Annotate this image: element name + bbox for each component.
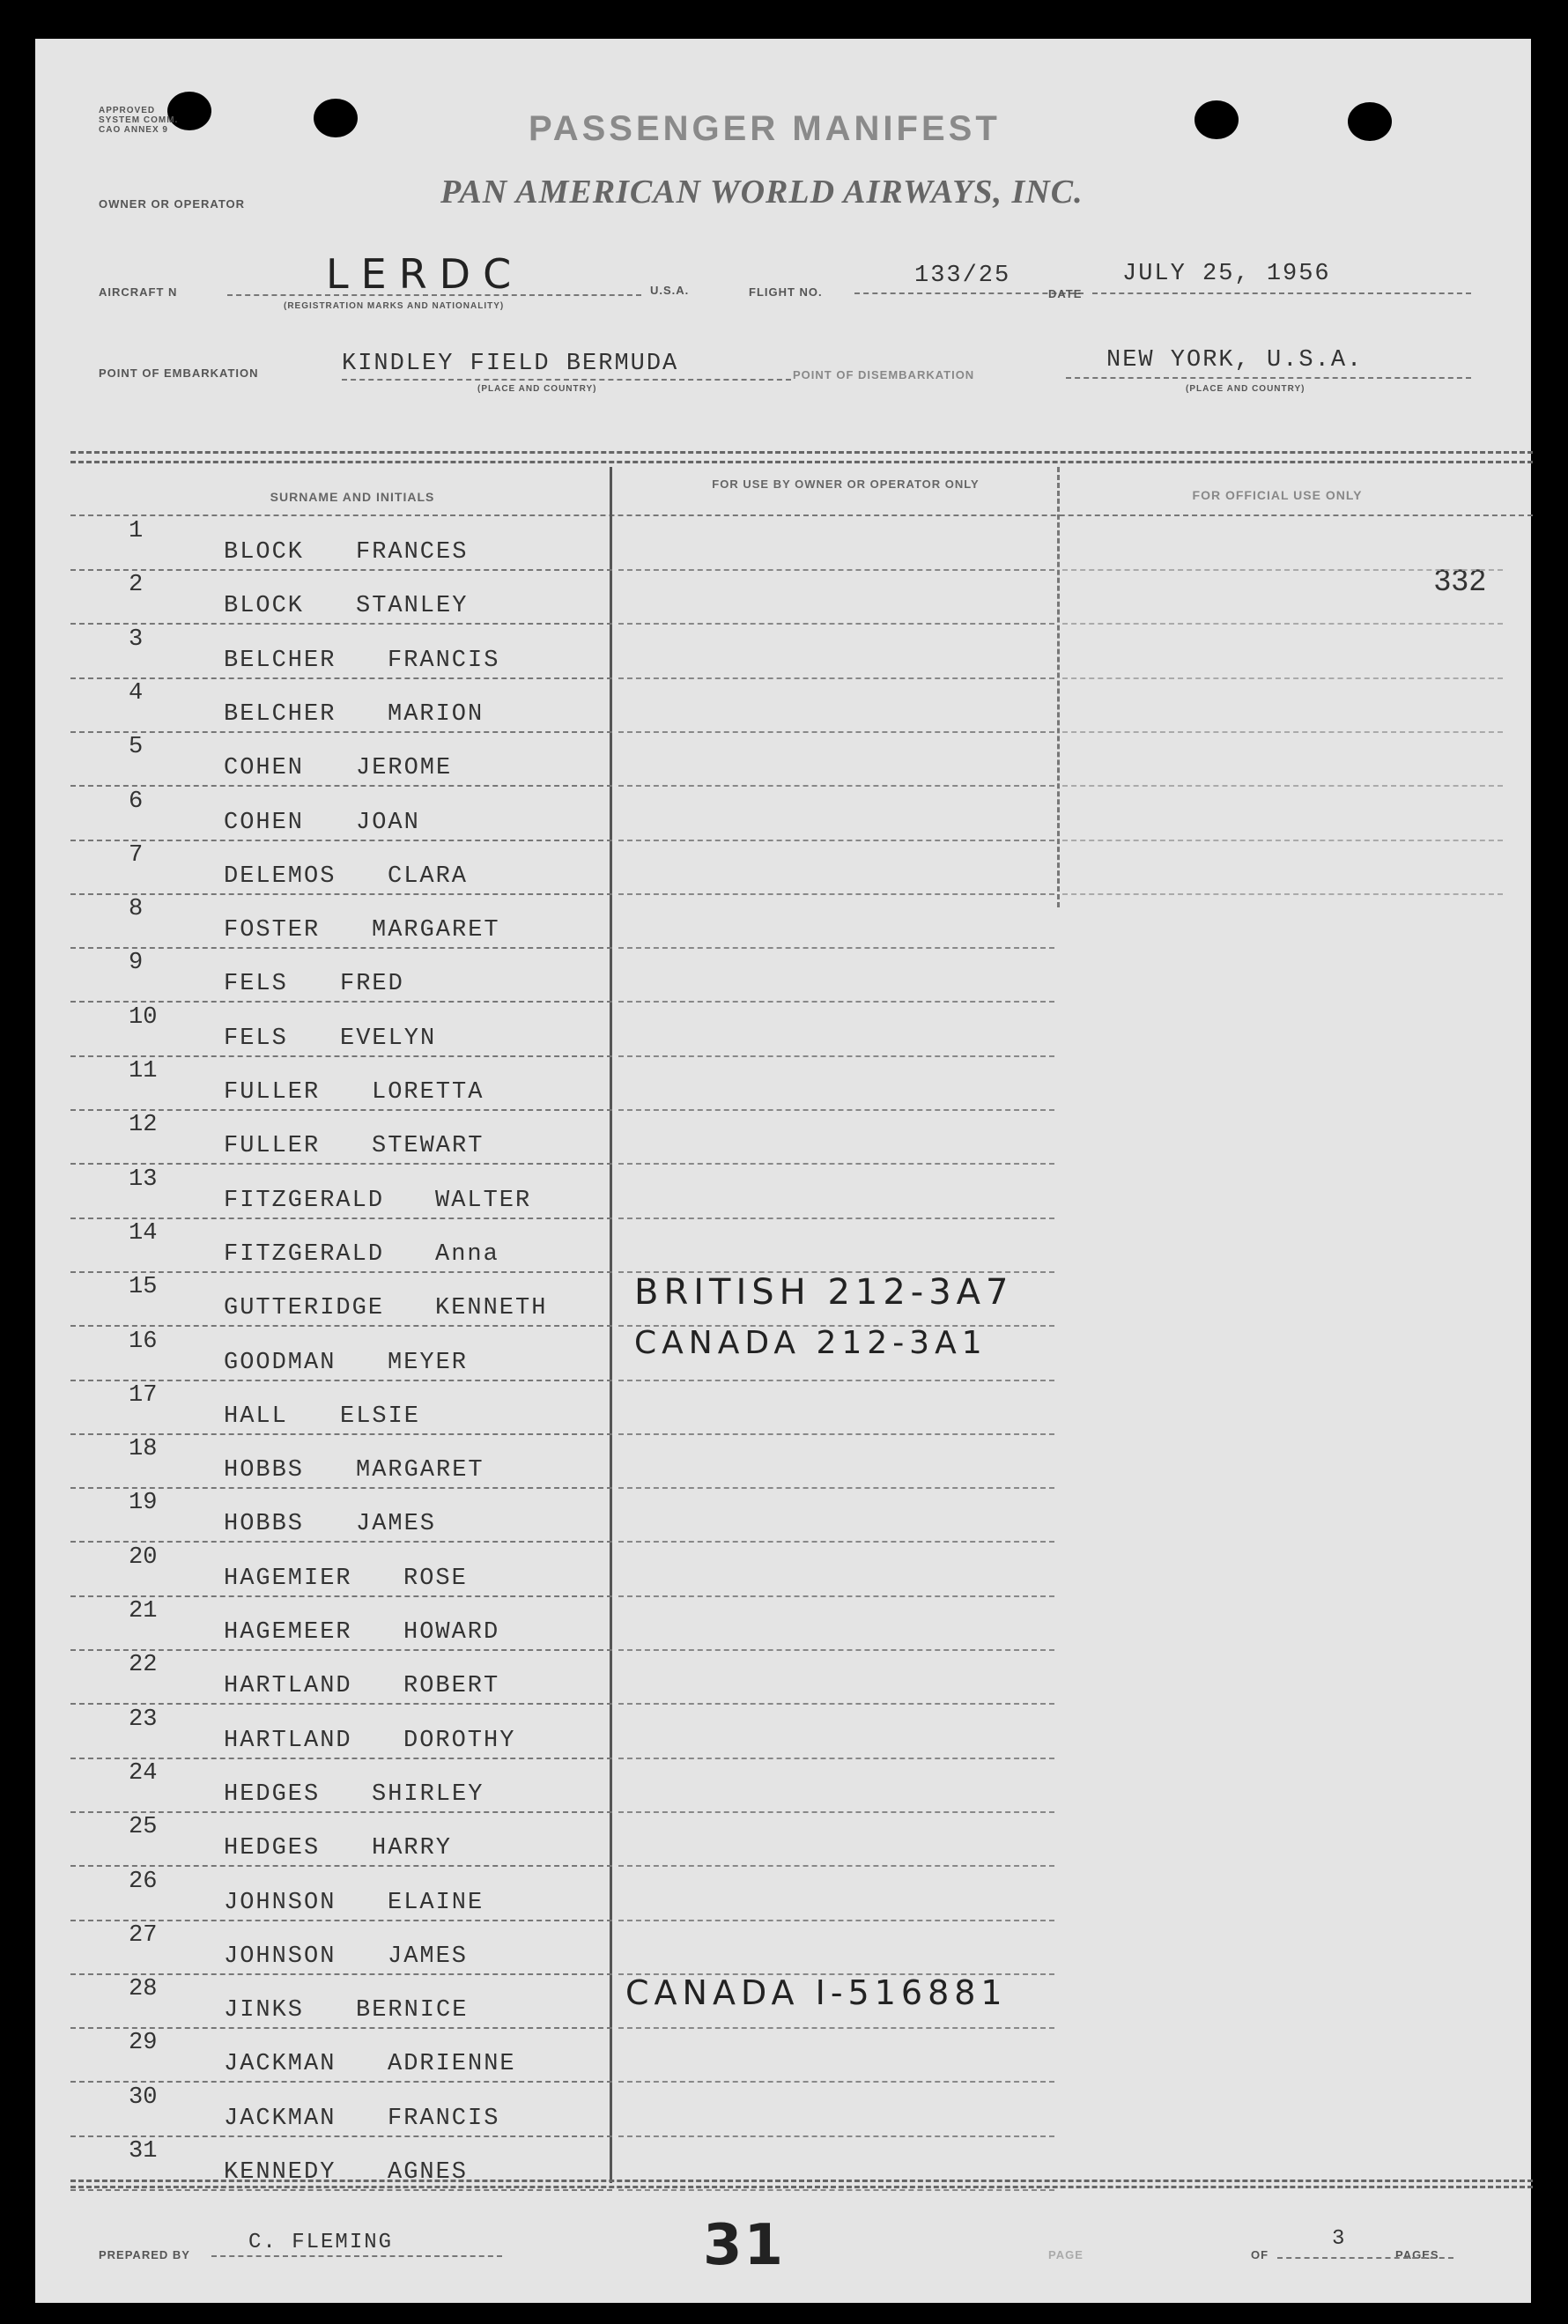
prepared-underline — [211, 2255, 502, 2257]
given-name: SHIRLEY — [372, 1780, 484, 1808]
surname: BELCHER — [224, 700, 337, 728]
row-rule — [70, 623, 612, 625]
passenger-row — [70, 1112, 1075, 1166]
row-rule — [618, 1433, 1054, 1435]
given-name: JOAN — [356, 809, 420, 836]
row-rule — [618, 2027, 1054, 2029]
row-rule — [618, 2135, 1054, 2137]
table-bottom-rule — [70, 2180, 1533, 2188]
given-name: WALTER — [435, 1187, 532, 1214]
row-number: 4 — [129, 679, 144, 707]
row-number: 22 — [129, 1652, 158, 1679]
row-rule — [618, 1055, 1054, 1057]
date-label: DATE — [1048, 287, 1083, 300]
row-rule — [1062, 785, 1503, 787]
surname: JACKMAN — [224, 2051, 337, 2078]
passenger-row — [70, 788, 1075, 842]
surname: HARTLAND — [224, 1673, 352, 1700]
surname: FELS — [224, 1025, 288, 1052]
row-rule — [618, 1218, 1054, 1219]
row-number: 8 — [129, 896, 144, 923]
given-name: FRANCIS — [388, 2105, 500, 2132]
punch-hole — [314, 99, 358, 137]
row-number: 25 — [129, 1814, 158, 1841]
row-number: 24 — [129, 1759, 158, 1787]
row-rule — [1062, 840, 1503, 841]
row-rule — [618, 1163, 1054, 1165]
disembark-underline — [1066, 377, 1471, 379]
owner-label: OWNER OR OPERATOR — [99, 197, 246, 211]
surname: FULLER — [224, 1133, 321, 1160]
given-name: JAMES — [388, 1943, 469, 1970]
given-name: MARGARET — [356, 1457, 484, 1484]
surname: FITZGERALD — [224, 1240, 385, 1268]
surname: FELS — [224, 971, 288, 998]
passenger-row — [70, 1166, 1075, 1220]
row-rule — [70, 1703, 612, 1705]
col-header-names: SURNAME AND INITIALS — [270, 490, 435, 504]
row-rule — [618, 840, 1054, 841]
row-rule — [618, 623, 1054, 625]
passenger-row — [70, 2030, 1075, 2083]
row-rule — [618, 1758, 1054, 1759]
row-number: 20 — [129, 1543, 158, 1571]
given-name: ADRIENNE — [388, 2051, 516, 2078]
date-value: JULY 25, 1956 — [1122, 261, 1331, 287]
given-name: HARRY — [372, 1835, 453, 1862]
punch-hole — [1348, 102, 1392, 141]
given-name: ROBERT — [403, 1673, 500, 1700]
given-name: DOROTHY — [403, 1727, 516, 1754]
passenger-row — [70, 1760, 1075, 1814]
row-number: 11 — [129, 1058, 158, 1084]
row-rule — [618, 1001, 1054, 1003]
given-name: MEYER — [388, 1349, 469, 1376]
given-name: STANLEY — [356, 593, 469, 620]
total-handwritten: 31 — [703, 2213, 786, 2278]
surname: COHEN — [224, 755, 305, 782]
passenger-row — [70, 680, 1075, 734]
manifest-sheet — [35, 39, 1531, 2303]
passenger-row — [70, 734, 1075, 788]
row-rule — [70, 1109, 612, 1111]
passenger-row — [70, 1869, 1075, 1922]
row-rule — [1062, 677, 1503, 679]
header-rule — [70, 514, 1533, 516]
row-rule — [618, 1109, 1054, 1111]
row-rule — [70, 840, 612, 841]
row-rule — [618, 2189, 1054, 2191]
surname: HEDGES — [224, 1835, 321, 1862]
punch-hole — [1194, 100, 1239, 139]
row-rule — [618, 1487, 1054, 1489]
row-number: 10 — [129, 1003, 158, 1031]
given-name: JAMES — [356, 1511, 437, 1538]
row-number: 12 — [129, 1112, 158, 1139]
surname: HOBBS — [224, 1511, 305, 1538]
row-rule — [618, 1920, 1054, 1921]
annotation-row28: CANADA I-516881 — [625, 1973, 1008, 2012]
surname: BLOCK — [224, 539, 305, 566]
row-rule — [70, 893, 612, 895]
row-rule — [70, 1163, 612, 1165]
embark-value: KINDLEY FIELD BERMUDA — [342, 351, 679, 377]
row-rule — [70, 1055, 612, 1057]
embark-underline — [342, 379, 791, 381]
passenger-row — [70, 2084, 1075, 2138]
row-number: 31 — [129, 2138, 158, 2165]
given-name: ELSIE — [340, 1403, 421, 1430]
aircraft-label: AIRCRAFT N — [99, 285, 178, 299]
row-rule — [1062, 623, 1503, 625]
given-name: BERNICE — [356, 1997, 469, 2024]
surname: BELCHER — [224, 647, 337, 674]
usa-label: U.S.A. — [650, 284, 690, 297]
given-name: FRANCIS — [388, 647, 500, 674]
passenger-row — [70, 1436, 1075, 1490]
passenger-row — [70, 1220, 1075, 1274]
row-rule — [70, 2135, 612, 2137]
passenger-row — [70, 1706, 1075, 1760]
surname: FOSTER — [224, 917, 321, 944]
row-rule — [70, 1271, 612, 1273]
row-rule — [618, 1649, 1054, 1651]
passenger-row — [70, 1490, 1075, 1543]
row-number: 9 — [129, 950, 144, 977]
prepared-value: C. FLEMING — [248, 2231, 394, 2254]
surname: HAGEMIER — [224, 1565, 352, 1592]
given-name: CLARA — [388, 862, 469, 890]
row-rule — [618, 569, 1054, 571]
given-name: FRANCES — [356, 539, 469, 566]
page-label: PAGE — [1048, 2248, 1084, 2261]
row-rule — [618, 1541, 1054, 1543]
flight-label: FLIGHT NO. — [749, 285, 823, 299]
surname: GOODMAN — [224, 1349, 337, 1376]
annotation-row16: CANADA 212-3A1 — [634, 1325, 987, 1361]
row-number: 14 — [129, 1219, 158, 1247]
prepared-label: PREPARED BY — [99, 2248, 190, 2261]
row-rule — [618, 1380, 1054, 1381]
row-number: 28 — [129, 1976, 158, 2003]
row-rule — [70, 1541, 612, 1543]
surname: JOHNSON — [224, 1943, 337, 1970]
given-name: STEWART — [372, 1133, 484, 1160]
passenger-row — [70, 1814, 1075, 1868]
row-rule — [70, 1487, 612, 1489]
row-number: 19 — [129, 1490, 158, 1517]
row-rule — [1062, 731, 1503, 733]
page-number: 332 — [1434, 564, 1487, 597]
surname: FITZGERALD — [224, 1187, 385, 1214]
row-number: 26 — [129, 1868, 158, 1895]
surname: JACKMAN — [224, 2105, 337, 2132]
row-rule — [70, 2081, 612, 2083]
row-number: 18 — [129, 1436, 158, 1463]
passenger-row — [70, 1652, 1075, 1706]
row-rule — [70, 1433, 612, 1435]
row-number: 16 — [129, 1328, 158, 1355]
row-number: 21 — [129, 1598, 158, 1625]
given-name: AGNES — [388, 2159, 469, 2186]
row-number: 17 — [129, 1381, 158, 1409]
surname: HALL — [224, 1403, 288, 1430]
row-rule — [70, 947, 612, 949]
row-rule — [70, 785, 612, 787]
row-number: 5 — [129, 734, 144, 761]
surname: HARTLAND — [224, 1727, 352, 1754]
row-rule — [618, 947, 1054, 949]
row-rule — [1062, 893, 1503, 895]
passenger-row — [70, 950, 1075, 1003]
row-number: 27 — [129, 1921, 158, 1949]
table-top-rule — [70, 451, 1533, 463]
given-name: FRED — [340, 971, 404, 998]
row-number: 15 — [129, 1274, 158, 1301]
row-number: 2 — [129, 572, 144, 599]
row-rule — [618, 677, 1054, 679]
row-number: 1 — [129, 518, 144, 544]
row-rule — [70, 1865, 612, 1867]
annotation-row15: BRITISH 212-3A7 — [634, 1272, 1014, 1313]
passenger-row — [70, 572, 1075, 625]
row-rule — [70, 731, 612, 733]
row-rule — [70, 1380, 612, 1381]
row-rule — [70, 2189, 612, 2191]
given-name: LORETTA — [372, 1079, 484, 1106]
form-title: PASSENGER MANIFEST — [529, 109, 1001, 148]
passenger-row — [70, 896, 1075, 950]
col-header-owner: FOR USE BY OWNER OR OPERATOR ONLY — [712, 477, 980, 491]
surname: JINKS — [224, 1997, 305, 2024]
pages-label: PAGES — [1395, 2248, 1439, 2261]
given-name: KENNETH — [435, 1295, 548, 1322]
aircraft-value: LERDC — [326, 250, 524, 298]
row-rule — [70, 677, 612, 679]
given-name: JEROME — [356, 755, 453, 782]
row-rule — [618, 2081, 1054, 2083]
surname: DELEMOS — [224, 862, 337, 890]
place-note-2: (PLACE AND COUNTRY) — [1186, 384, 1305, 394]
given-name: HOWARD — [403, 1619, 500, 1646]
place-note: (PLACE AND COUNTRY) — [477, 384, 597, 394]
surname: COHEN — [224, 809, 305, 836]
disembark-label: POINT OF DISEMBARKATION — [793, 368, 975, 381]
row-rule — [618, 731, 1054, 733]
surname: GUTTERIDGE — [224, 1295, 385, 1322]
row-number: 13 — [129, 1166, 158, 1193]
pages-value: 3 — [1332, 2227, 1347, 2251]
embark-label: POINT OF EMBARKATION — [99, 366, 259, 380]
row-rule — [618, 1865, 1054, 1867]
row-rule — [618, 785, 1054, 787]
passenger-row — [70, 1544, 1075, 1598]
row-rule — [70, 1595, 612, 1597]
passenger-row — [70, 1598, 1075, 1652]
row-number: 29 — [129, 2030, 158, 2057]
row-rule — [618, 1595, 1054, 1597]
given-name: MARGARET — [372, 917, 500, 944]
of-label: OF — [1251, 2248, 1269, 2261]
row-rule — [70, 1218, 612, 1219]
row-rule — [618, 893, 1054, 895]
passenger-row — [70, 626, 1075, 680]
row-number: 7 — [129, 841, 144, 869]
row-number: 6 — [129, 788, 144, 815]
row-rule — [70, 2027, 612, 2029]
row-rule — [70, 1325, 612, 1327]
surname: HAGEMEER — [224, 1619, 352, 1646]
passenger-row — [70, 1922, 1075, 1976]
surname: HEDGES — [224, 1780, 321, 1808]
row-rule — [70, 1649, 612, 1651]
surname: FULLER — [224, 1079, 321, 1106]
given-name: MARION — [388, 700, 484, 728]
row-rule — [1062, 569, 1503, 571]
row-rule — [70, 569, 612, 571]
passenger-row — [70, 1004, 1075, 1058]
surname: HOBBS — [224, 1457, 305, 1484]
pages-underline — [1277, 2257, 1453, 2259]
row-number: 30 — [129, 2083, 158, 2111]
row-rule — [70, 1001, 612, 1003]
date-underline — [1092, 292, 1471, 294]
passenger-row — [70, 518, 1075, 572]
row-rule — [618, 1703, 1054, 1705]
disembark-value: NEW YORK, U.S.A. — [1106, 347, 1364, 374]
surname: JOHNSON — [224, 1889, 337, 1916]
row-number: 3 — [129, 625, 144, 653]
passenger-row — [70, 1058, 1075, 1112]
passenger-row — [70, 1382, 1075, 1436]
row-rule — [70, 1811, 612, 1813]
airline-name: PAN AMERICAN WORLD AIRWAYS, INC. — [440, 174, 1084, 211]
surname: BLOCK — [224, 593, 305, 620]
flight-value: 133/25 — [914, 263, 1011, 289]
row-rule — [70, 1920, 612, 1921]
aircraft-underline — [227, 294, 641, 296]
given-name: Anna — [435, 1240, 499, 1268]
surname: KENNEDY — [224, 2159, 337, 2186]
given-name: ROSE — [403, 1565, 468, 1592]
row-rule — [70, 1973, 612, 1975]
registration-note: (REGISTRATION MARKS AND NATIONALITY) — [284, 301, 505, 311]
row-rule — [618, 1811, 1054, 1813]
row-number: 23 — [129, 1706, 158, 1733]
approval-stamp: APPROVED SYSTEM COMM. CAO ANNEX 9 — [99, 106, 179, 135]
given-name: EVELYN — [340, 1025, 437, 1052]
row-rule — [70, 1758, 612, 1759]
col-header-official: FOR OFFICIAL USE ONLY — [1192, 488, 1363, 502]
passenger-row — [70, 842, 1075, 896]
given-name: ELAINE — [388, 1889, 484, 1916]
